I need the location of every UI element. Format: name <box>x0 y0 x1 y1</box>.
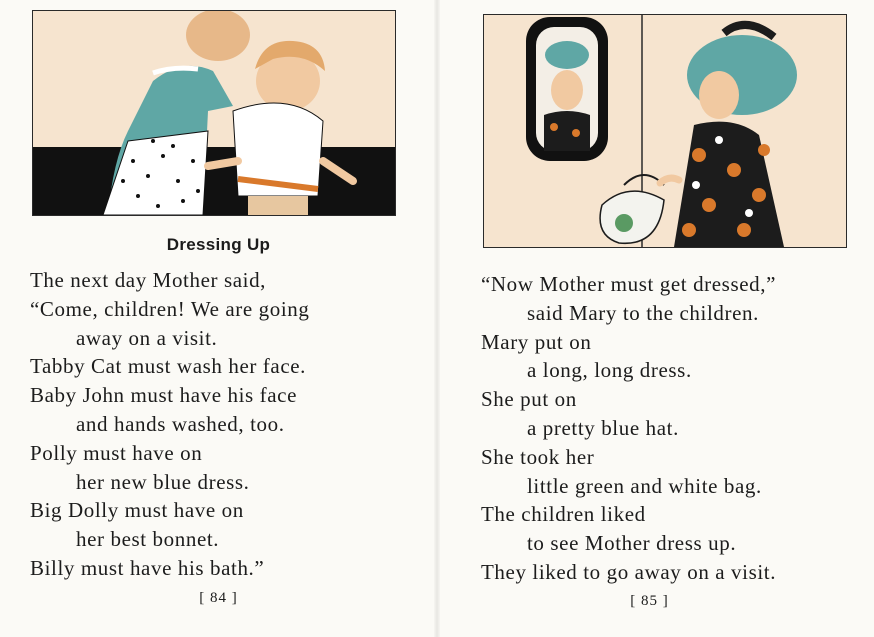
text-line: away on a visit. <box>76 325 218 350</box>
text-line: a long, long dress. <box>527 358 692 383</box>
page-heading: Dressing Up <box>166 235 271 254</box>
text-line: to see Mother dress up. <box>527 531 737 556</box>
illustration-mother-at-mirror <box>483 14 847 248</box>
text-line: Tabby Cat must wash her face. <box>30 354 307 379</box>
text-line: a pretty blue hat. <box>527 415 679 440</box>
text-line: little green and white bag. <box>527 473 762 498</box>
illustration-mother-washing-child <box>32 10 396 216</box>
text-line: The next day Mother said, <box>30 268 267 292</box>
text-line: They liked to go away on a visit. <box>481 559 777 584</box>
text-line: Billy must have his bath.” <box>30 555 265 580</box>
text-line: Polly must have on <box>30 440 203 465</box>
right-text-block <box>481 270 776 587</box>
text-line: Baby John must have his face <box>30 383 297 408</box>
text-line: The children liked <box>481 502 646 527</box>
right-page <box>437 0 874 637</box>
text-line: Big Dolly must have on <box>30 498 244 523</box>
page-number: [ 85 ] <box>630 593 669 609</box>
text-line: Mary put on <box>481 329 592 354</box>
text-line: and hands washed, too. <box>76 411 285 436</box>
text-line: said Mary to the children. <box>527 300 759 325</box>
left-text-block <box>30 266 309 583</box>
text-line: her new blue dress. <box>76 469 250 494</box>
text-line: “Now Mother must get dressed,” <box>481 272 777 296</box>
text-line: She took her <box>481 444 595 469</box>
text-line: “Come, children! We are going <box>30 296 310 321</box>
text-line: She put on <box>481 387 577 412</box>
page-number: [ 84 ] <box>199 590 238 606</box>
text-line: her best bonnet. <box>76 527 220 552</box>
